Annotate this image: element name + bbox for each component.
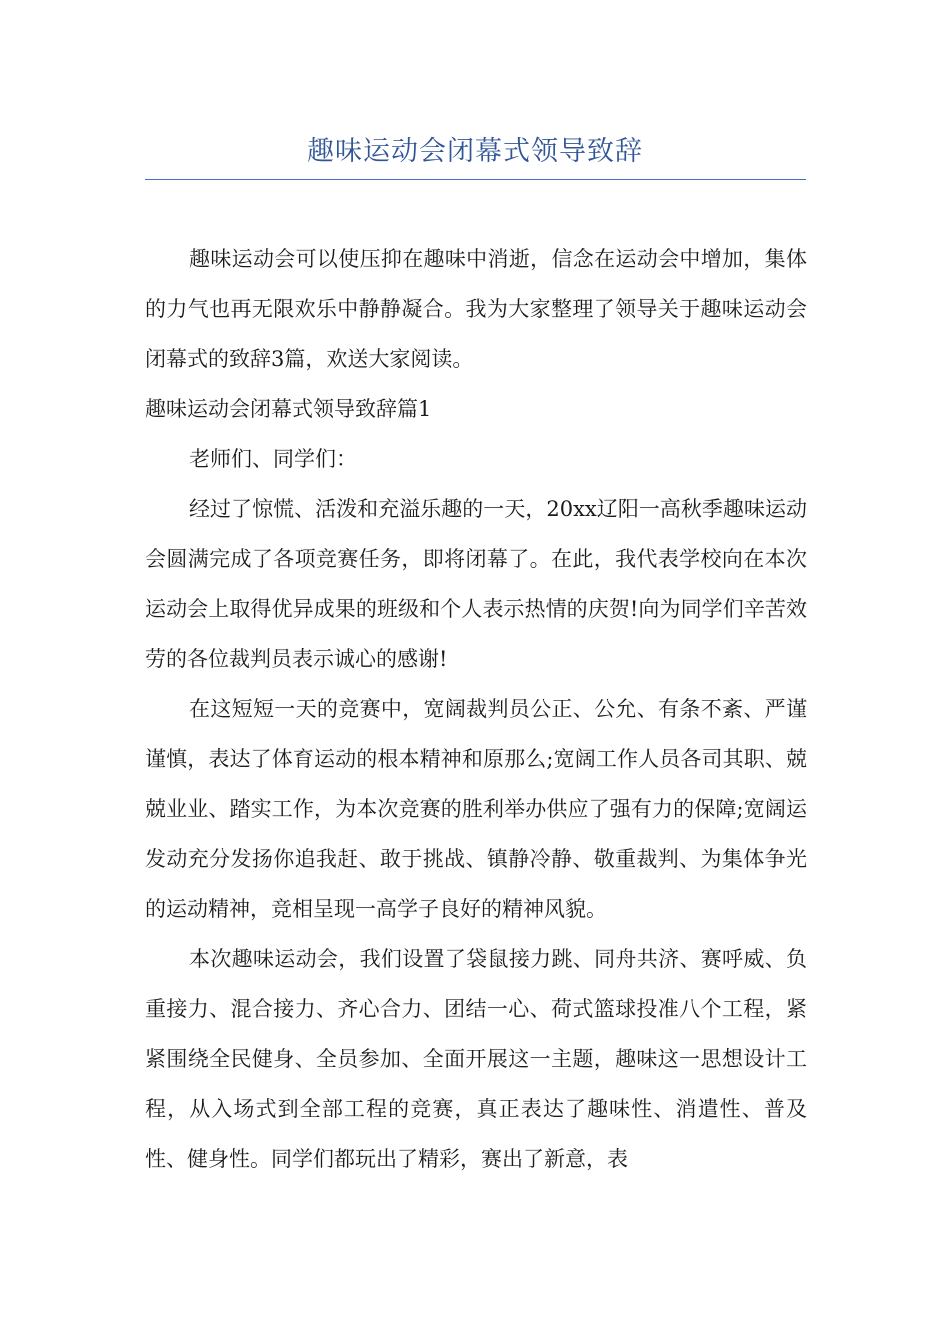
title-underline — [145, 179, 806, 180]
document-body — [145, 234, 807, 1184]
paragraph-intro: 趣味运动会可以使压抑在趣味中消逝，信念在运动会中增加，集体的力气也再无限欢乐中静静凝合。我为大家整理了领导关于趣味运动会闭幕式的致辞3篇，欢送大家阅读。 — [145, 247, 807, 371]
paragraph-body-1: 经过了惊慌、活泼和充溢乐趣的一天，20xx辽阳一高秋季趣味运动会圆满完成了各项竞赛任务，即将闭幕了。在此，我代表学校向在本次运动会上取得优异成果的班级和个人表示热情的庆贺!向为同学们辛苦效劳的各位裁判员表示诚心的感谢! — [145, 497, 807, 671]
paragraph-body-2: 在这短短一天的竞赛中，宽阔裁判员公正、公允、有条不紊、严谨谨慎，表达了体育运动的根本精神和原那么;宽阔工作人员各司其职、兢兢业业、踏实工作，为本次竞赛的胜利举办供应了强有力的保障;宽阔运发动充分发扬你追我赶、敢于挑战、镇静冷静、敬重裁判、为集体争光的运动精神，竞相呈现一高学子良好的精神风貌。 — [145, 697, 807, 921]
document-title: 趣味运动会闭幕式领导致辞 — [307, 136, 643, 167]
paragraph-salutation: 老师们、同学们： — [189, 447, 357, 471]
section-heading: 趣味运动会闭幕式领导致辞篇1 — [145, 397, 432, 421]
paragraph-body-3: 本次趣味运动会，我们设置了袋鼠接力跳、同舟共济、赛呼威、负重接力、混合接力、齐心合力、团结一心、荷式篮球投准八个工程，紧紧围绕全民健身、全员参加、全面开展这一主题，趣味这一思想设计工程，从入场式到全部工程的竞赛，真正表达了趣味性、消遣性、普及性、健身性。同学们都玩出了精彩，赛出了新意，表 — [145, 947, 807, 1171]
